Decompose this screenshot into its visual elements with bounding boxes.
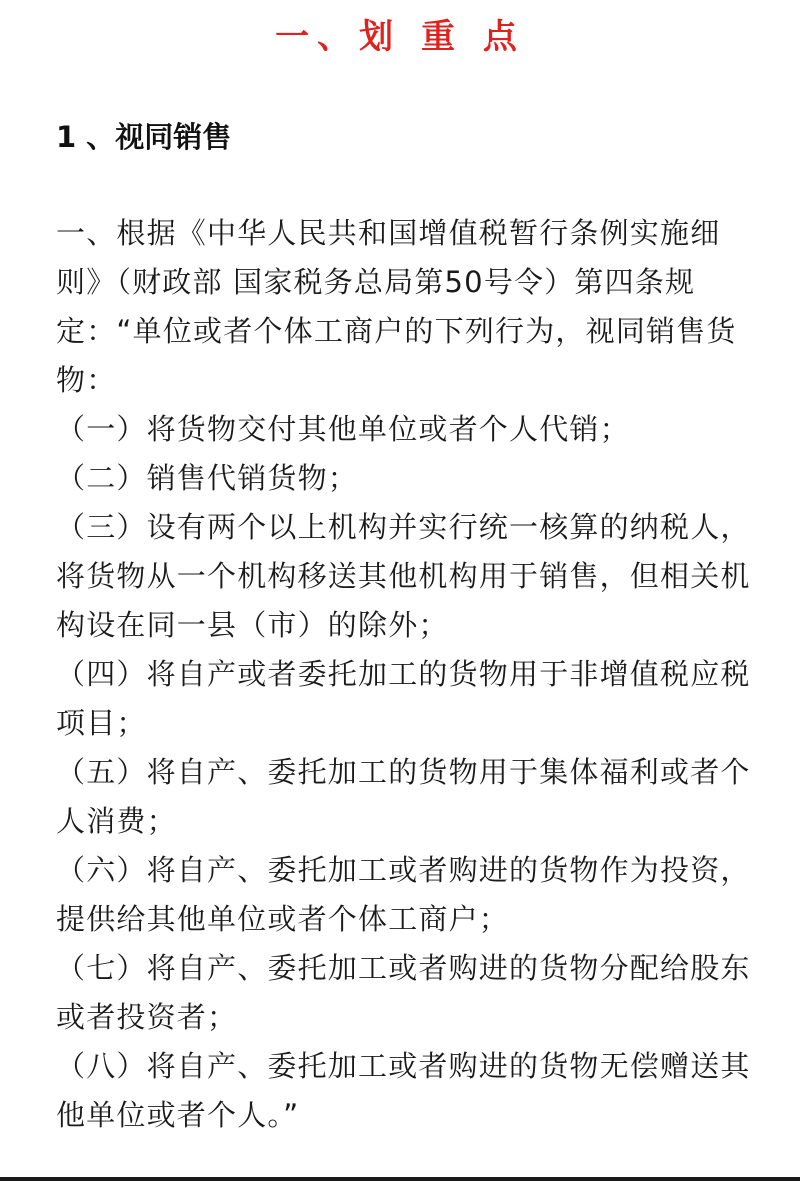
bottom-divider: [0, 1177, 800, 1181]
list-item: （三）设有两个以上机构并实行统一核算的纳税人，将货物从一个机构移送其他机构用于销售，但相关机构设在同一县（市）的除外；: [56, 510, 751, 642]
page-title: 一、划 重 点: [275, 17, 525, 57]
list-item: （六）将自产、委托加工或者购进的货物作为投资，提供给其他单位或者个体工商户；: [56, 853, 751, 936]
list-item: （七）将自产、委托加工或者购进的货物分配给股东或者投资者；: [56, 951, 751, 1034]
list-item: （二）销售代销货物；: [56, 461, 359, 495]
list-item: （一）将货物交付其他单位或者个人代销；: [56, 412, 630, 446]
list-item: （五）将自产、委托加工的货物用于集体福利或者个人消费；: [56, 755, 751, 838]
list-item: （八）将自产、委托加工或者购进的货物无偿赠送其他单位或者个人。”: [56, 1049, 751, 1132]
list-item: （四）将自产或者委托加工的货物用于非增值税应税项目；: [56, 657, 751, 740]
section-heading: 1 、视同销售: [56, 120, 232, 154]
intro-paragraph: 一、根据《中华人民共和国增值税暂行条例实施细则》（财政部 国家税务总局第50号令）第四条规定：“单位或者个体工商户的下列行为，视同销售货物：: [56, 216, 737, 397]
regulation-text: [56, 209, 756, 1140]
